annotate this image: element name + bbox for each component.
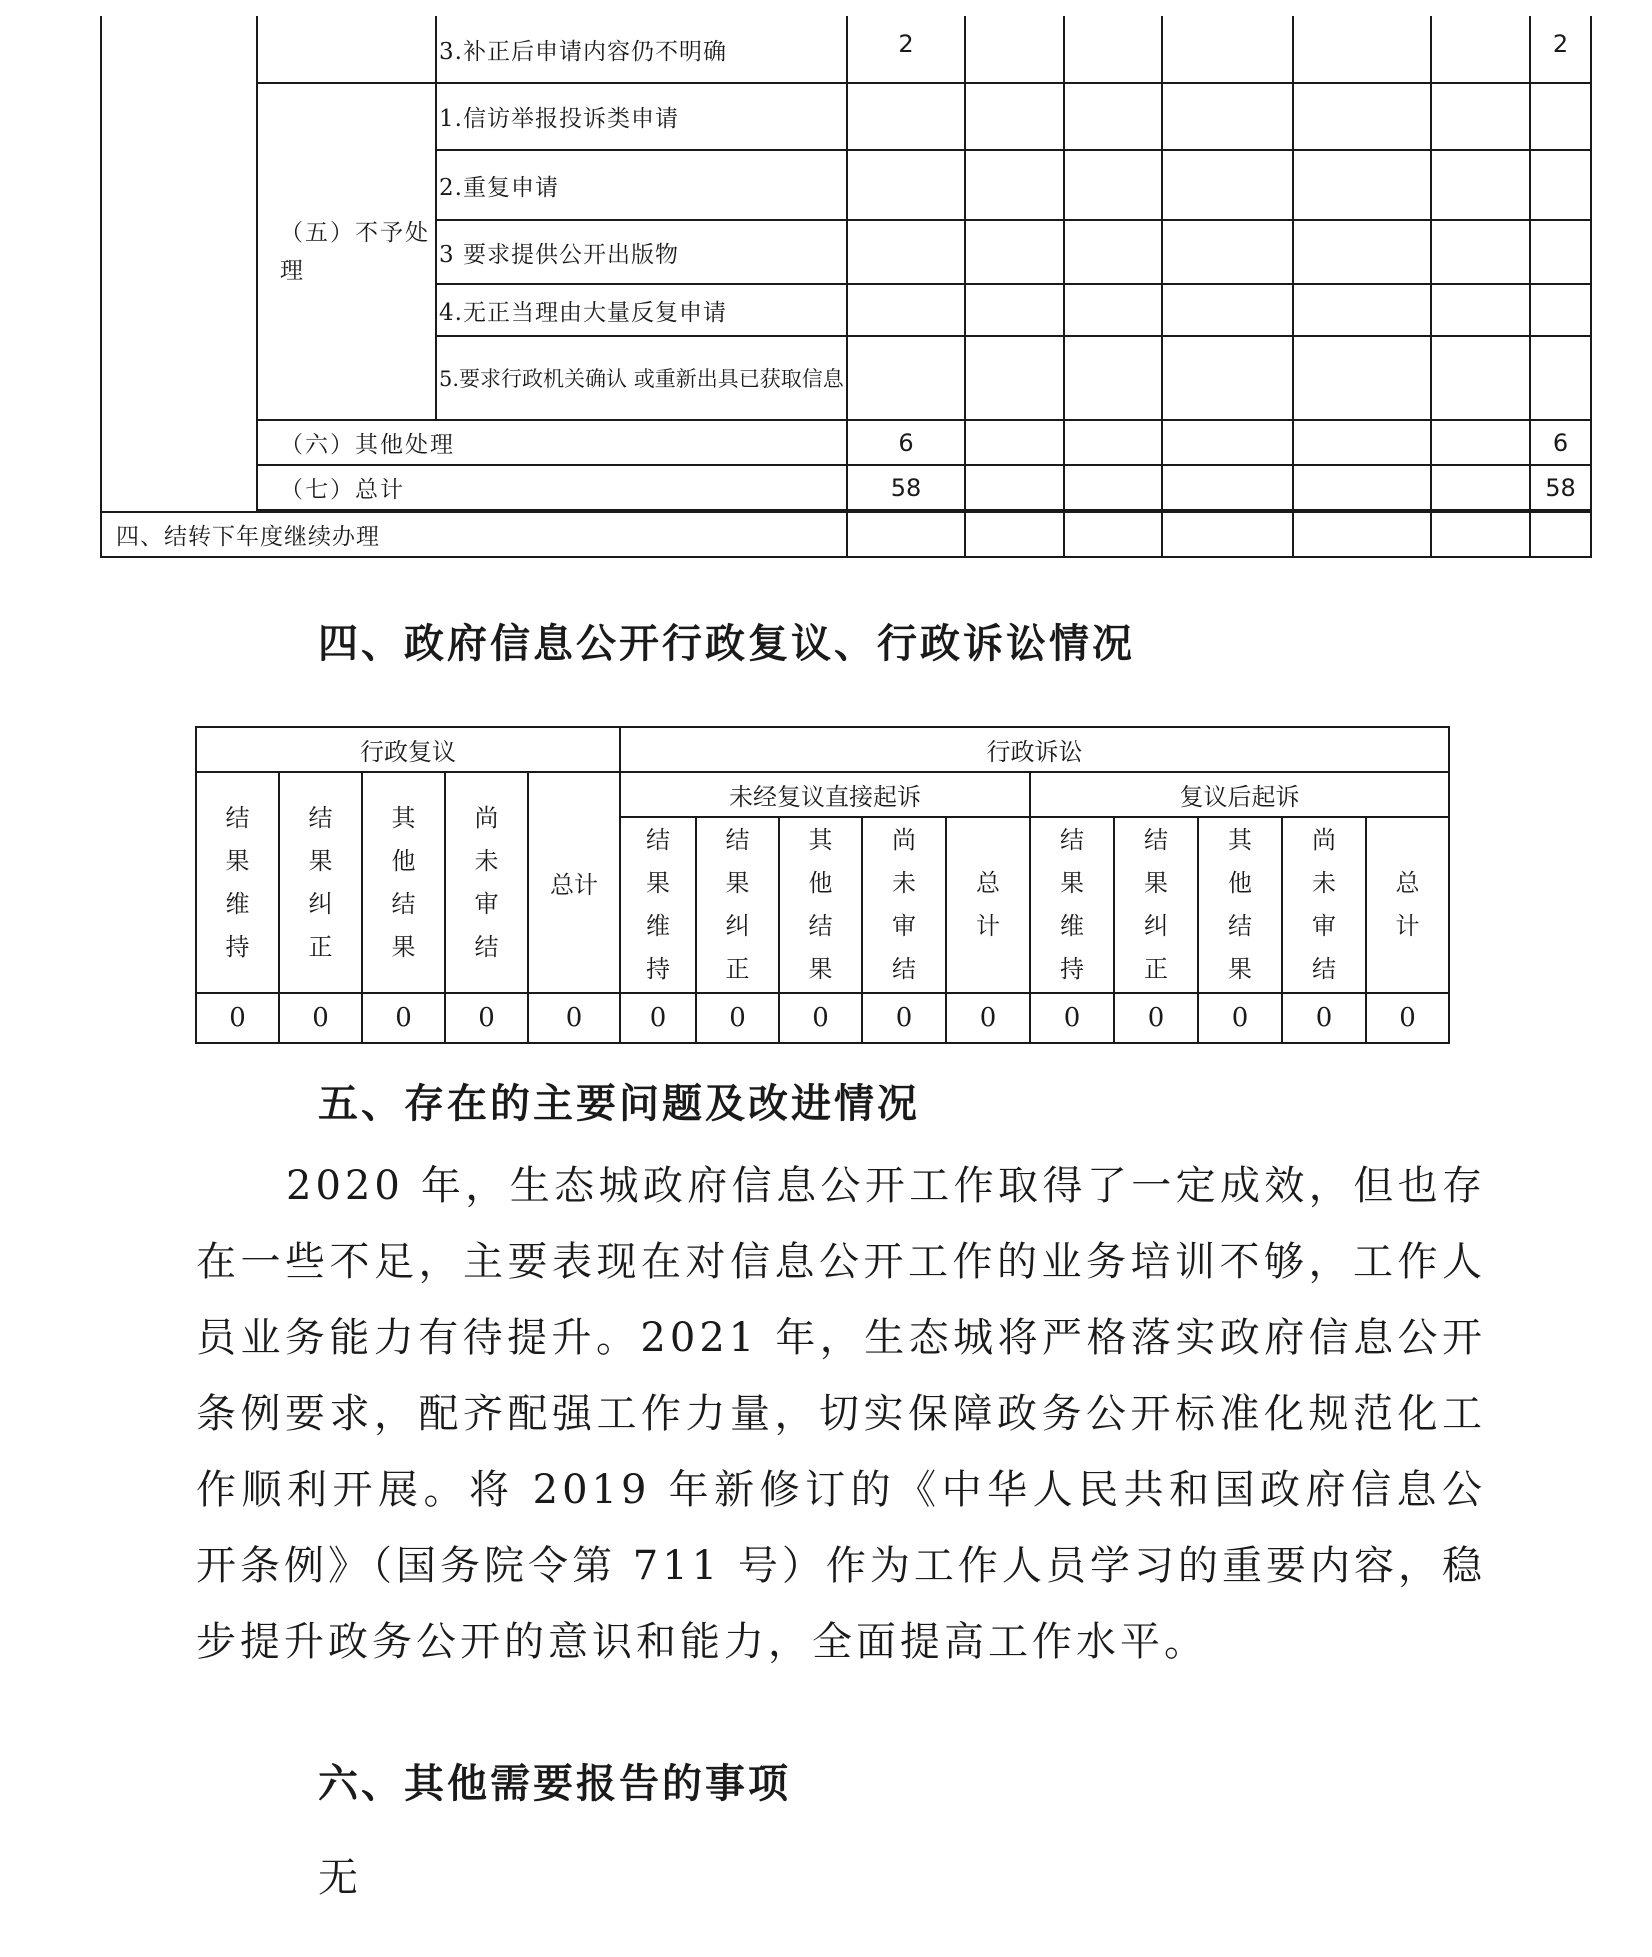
table-row — [101, 83, 1591, 150]
direct-col-corrected — [696, 817, 779, 993]
row-item: 4.无正当理由大量反复申请 — [436, 284, 847, 336]
value-cell: 0 — [862, 993, 946, 1043]
value-cell — [847, 512, 965, 557]
direct-col-total — [946, 817, 1030, 993]
column-label: 总计 — [976, 869, 1001, 940]
value-cell: 2 — [1530, 16, 1591, 83]
header-row — [196, 727, 1449, 772]
value-cell — [965, 284, 1064, 336]
after-col-total — [1366, 817, 1449, 993]
column-label: 其他结果 — [808, 826, 833, 983]
after-col-other — [1198, 817, 1282, 993]
value-cell — [1530, 83, 1591, 150]
value-cell — [1431, 284, 1530, 336]
value-cell: 0 — [445, 993, 528, 1043]
value-cell: 0 — [362, 993, 445, 1043]
carryover-label: 四、结转下年度继续办理 — [101, 512, 847, 557]
section-4-heading: 四、政府信息公开行政复议、行政诉讼情况 — [318, 621, 1135, 667]
value-cell — [1530, 150, 1591, 220]
value-cell — [1162, 420, 1293, 465]
outer-category-cell — [101, 16, 257, 512]
value-cell — [1293, 284, 1431, 336]
review-col-pending — [445, 772, 528, 993]
table-row — [101, 512, 1591, 557]
value-cell — [965, 465, 1064, 510]
value-cell — [847, 150, 965, 220]
value-cell — [1431, 16, 1530, 83]
value-cell — [1431, 83, 1530, 150]
column-label: 尚未审结 — [892, 826, 917, 983]
column-label: 结果纠正 — [1144, 826, 1169, 983]
value-cell — [1293, 420, 1431, 465]
section-5-heading: 五、存在的主要问题及改进情况 — [318, 1081, 920, 1127]
value-cell — [1530, 220, 1591, 284]
value-cell — [965, 420, 1064, 465]
table-row — [101, 420, 1591, 465]
value-cell — [1530, 284, 1591, 336]
value-cell: 0 — [1114, 993, 1198, 1043]
value-cell — [1064, 220, 1162, 284]
value-cell: 0 — [779, 993, 862, 1043]
column-label: 结果纠正 — [308, 803, 333, 961]
row-item: 2.重复申请 — [436, 150, 847, 220]
column-label: 其他结果 — [391, 803, 416, 961]
value-cell — [1064, 16, 1162, 83]
column-label: 尚未审结 — [474, 803, 499, 961]
value-cell — [1064, 512, 1162, 557]
value-cell — [1162, 220, 1293, 284]
value-cell — [965, 512, 1064, 557]
direct-col-pending — [862, 817, 946, 993]
value-cell: 6 — [847, 420, 965, 465]
value-cell — [1530, 512, 1591, 557]
value-cell — [1293, 150, 1431, 220]
table-row — [101, 16, 1591, 83]
value-cell — [1162, 512, 1293, 557]
value-cell — [1064, 83, 1162, 150]
value-cell: 0 — [1198, 993, 1282, 1043]
table-row — [101, 465, 1591, 510]
value-cell — [847, 336, 965, 420]
row-item: 1.信访举报投诉类申请 — [436, 83, 847, 150]
value-cell — [1431, 420, 1530, 465]
review-col-total: 总计 — [528, 772, 620, 993]
value-cell — [847, 220, 965, 284]
value-cell: 6 — [1530, 420, 1591, 465]
value-cell — [1293, 83, 1431, 150]
direct-suit-header: 未经复议直接起诉 — [620, 772, 1030, 817]
column-label: 总计 — [1395, 869, 1420, 940]
value-cell — [847, 83, 965, 150]
value-cell — [1431, 512, 1530, 557]
value-cell — [1064, 465, 1162, 510]
value-cell: 58 — [847, 465, 965, 510]
value-cell — [1064, 150, 1162, 220]
value-cell — [1431, 220, 1530, 284]
section-6-heading: 六、其他需要报告的事项 — [318, 1761, 791, 1807]
after-review-suit-header: 复议后起诉 — [1030, 772, 1449, 817]
value-cell — [1431, 150, 1530, 220]
value-cell — [1162, 284, 1293, 336]
row-item: 3 要求提供公开出版物 — [436, 220, 847, 284]
value-cell: 0 — [279, 993, 362, 1043]
value-cell: 0 — [1030, 993, 1114, 1043]
value-cell — [965, 220, 1064, 284]
admin-litigation-header: 行政诉讼 — [620, 727, 1449, 772]
value-cell — [1293, 512, 1431, 557]
column-label: 结果维持 — [225, 803, 250, 961]
review-col-upheld — [196, 772, 279, 993]
value-cell — [1162, 83, 1293, 150]
column-label: 其他结果 — [1228, 826, 1253, 983]
header-row — [196, 772, 1449, 817]
value-cell — [1162, 16, 1293, 83]
value-cell: 0 — [620, 993, 696, 1043]
after-col-upheld — [1030, 817, 1114, 993]
application-handling-table — [100, 16, 1592, 558]
admin-review-header: 行政复议 — [196, 727, 620, 772]
value-cell — [1431, 336, 1530, 420]
review-litigation-table — [195, 726, 1450, 1044]
value-cell: 0 — [196, 993, 279, 1043]
value-cell: 0 — [696, 993, 779, 1043]
after-col-pending — [1282, 817, 1366, 993]
value-cell — [1293, 220, 1431, 284]
subcategory-cell — [257, 16, 436, 83]
value-cell — [1530, 336, 1591, 420]
column-label: 尚未审结 — [1312, 826, 1337, 983]
row-item: 5.要求行政机关确认 或重新出具已获取信息 — [436, 336, 847, 420]
value-cell — [965, 83, 1064, 150]
value-cell: 0 — [528, 993, 620, 1043]
section-5-paragraph: 2020 年，生态城政府信息公开工作取得了一定成效，但也存在一些不足，主要表现在对信息公开工作的业务培训不够，工作人员业务能力有待提升。2021 年，生态城将严格落实政府信息公开条例要求，配齐配强工作力量，切实保障政务公开标准化规范化工作顺利开展。将 2019 年新修订的《中华人民共和国政府信息公开条例》（国务院令第 711 号）作为工作人员学习的重要内容，稳步提升政务公开的意识和能力，全面提高工作水平。 — [196, 1163, 1486, 1665]
value-cell — [965, 150, 1064, 220]
value-cell — [1064, 284, 1162, 336]
value-cell: 0 — [1366, 993, 1449, 1043]
review-col-corrected — [279, 772, 362, 993]
direct-col-other — [779, 817, 862, 993]
value-cell — [1293, 465, 1431, 510]
value-cell: 0 — [946, 993, 1030, 1043]
value-cell: 0 — [1282, 993, 1366, 1043]
value-cell: 58 — [1530, 465, 1591, 510]
value-cell — [1064, 336, 1162, 420]
value-cell — [1162, 465, 1293, 510]
value-cell — [1293, 336, 1431, 420]
value-cell — [847, 284, 965, 336]
value-cell — [1162, 150, 1293, 220]
total-label: （七）总计 — [257, 465, 847, 510]
review-col-other — [362, 772, 445, 993]
value-cell: 2 — [847, 16, 965, 83]
values-row — [196, 993, 1449, 1043]
value-cell — [1431, 465, 1530, 510]
value-cell — [965, 336, 1064, 420]
column-label: 结果维持 — [646, 826, 671, 983]
direct-col-upheld — [620, 817, 696, 993]
other-handling-label: （六）其他处理 — [257, 420, 847, 465]
column-label: 结果纠正 — [725, 826, 750, 983]
value-cell — [1293, 16, 1431, 83]
section-6-content: 无 — [318, 1855, 358, 1901]
value-cell — [965, 16, 1064, 83]
value-cell — [1162, 336, 1293, 420]
value-cell — [1064, 420, 1162, 465]
category-5-label: （五）不予处 理 — [257, 83, 436, 420]
after-col-corrected — [1114, 817, 1198, 993]
column-label: 结果维持 — [1060, 826, 1085, 983]
row-item: 3.补正后申请内容仍不明确 — [436, 16, 847, 83]
